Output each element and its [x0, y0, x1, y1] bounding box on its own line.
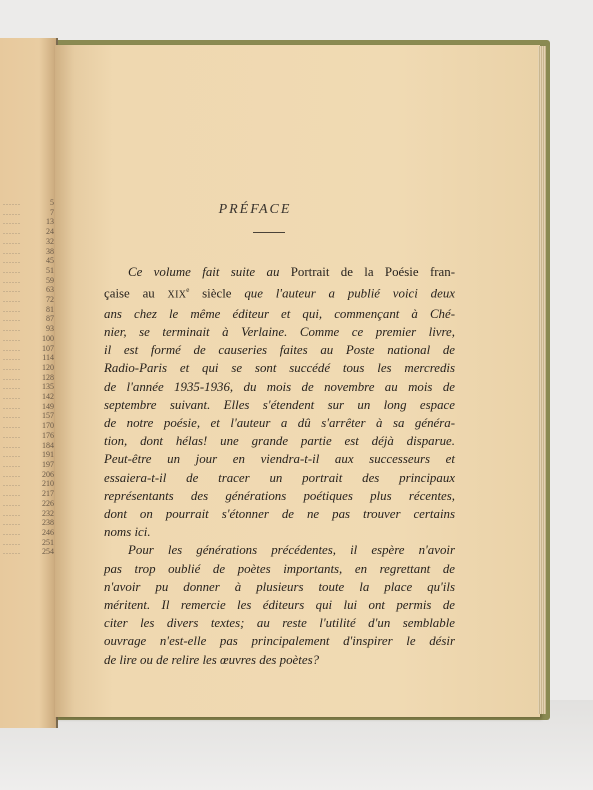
text-line [104, 281, 455, 305]
toc-page-number: 59 [46, 275, 54, 285]
toc-row [0, 353, 56, 363]
toc-leader-dots: ...... [3, 401, 21, 411]
text-segment: citer les divers textes; au reste l'utilité d'un semblable [104, 616, 455, 631]
toc-leader-dots: ...... [3, 198, 21, 207]
toc-row [0, 392, 56, 402]
toc-leader-dots: ...... [3, 275, 21, 285]
text-line [104, 541, 455, 559]
toc-page-number: 246 [42, 527, 54, 537]
toc-leader-dots: ...... [3, 324, 21, 334]
toc-leader-dots: ...... [3, 382, 21, 392]
text-line [104, 632, 455, 650]
toc-leader-dots: ...... [3, 450, 21, 460]
toc-page-number: 114 [42, 353, 54, 363]
text-segment: Peut-être un jour en viendra-t-il aux successeurs et [104, 452, 455, 467]
toc-page-number: 32 [46, 236, 54, 246]
toc-page-number: 81 [46, 304, 54, 314]
text-line [104, 560, 455, 578]
toc-page-number: 149 [42, 401, 54, 411]
page-title: PRÉFACE [218, 202, 292, 217]
text-segment: Portrait de la Poésie fran- [279, 265, 455, 279]
text-segment: Ce volume fait suite [128, 265, 267, 279]
text-segment: dont on pourrait s'étonner de ne pas trouver certains [104, 506, 455, 521]
toc-row [0, 373, 56, 383]
text-segment: ouvrage n'est-elle pas principalement d'inspirer le désir [104, 634, 455, 649]
toc-row [0, 295, 56, 305]
toc-row [0, 441, 56, 451]
text-segment: de l'année 1935-1936, du mois de novembre au mois de [104, 379, 455, 394]
toc-page-number: 226 [42, 498, 54, 508]
toc-page-number: 197 [42, 459, 54, 469]
toc-row [0, 431, 56, 441]
text-segment: de notre poésie, et l'auteur a dû s'arrêter à sa généra- [104, 415, 455, 430]
toc-row [0, 344, 56, 354]
toc-row [0, 518, 56, 528]
toc-leader-dots: ...... [3, 411, 21, 421]
toc-row [0, 247, 56, 257]
toc-page-number: 210 [42, 479, 54, 489]
toc-leader-dots: ...... [3, 489, 21, 499]
toc-row [0, 334, 56, 344]
text-line [104, 263, 455, 281]
toc-row [0, 489, 56, 499]
toc-leader-dots: ...... [3, 421, 21, 431]
toc-leader-dots: ...... [3, 314, 21, 324]
text-line [104, 505, 455, 523]
toc-row [0, 421, 56, 431]
toc-leader-dots: ...... [3, 285, 21, 295]
toc-page-number: 24 [46, 227, 54, 237]
text-segment: il est formé de causeries faites au Poste national de [104, 343, 455, 358]
toc-page-number: 254 [42, 547, 54, 557]
toc-page-number: 87 [46, 314, 54, 324]
toc-row [0, 256, 56, 266]
toc-leader-dots: ...... [3, 372, 21, 382]
toc-leader-dots: ...... [3, 392, 21, 402]
toc-page-numbers [0, 198, 56, 557]
toc-page-number: 107 [42, 343, 54, 353]
text-line [104, 341, 455, 359]
text-segment: Pour les générations précédentes, il espère n'avoir [128, 543, 455, 558]
toc-leader-dots: ...... [3, 207, 21, 217]
title-rule [253, 232, 285, 233]
toc-leader-dots: ...... [3, 343, 21, 353]
toc-page-number: 184 [42, 440, 54, 450]
toc-leader-dots: ...... [3, 256, 21, 266]
text-line [104, 487, 455, 505]
text-segment: nier, se terminait à Verlaine. Comme ce premier livre, [104, 324, 455, 339]
toc-leader-dots: ...... [3, 362, 21, 372]
toc-leader-dots: ...... [3, 518, 21, 528]
toc-leader-dots: ...... [3, 265, 21, 275]
toc-row [0, 538, 56, 548]
toc-leader-dots: ...... [3, 527, 21, 537]
text-line [104, 578, 455, 596]
toc-page-number: 142 [42, 392, 54, 402]
text-segment: représentants des générations poétiques plus récentes, [104, 488, 455, 503]
text-segment: au [266, 265, 280, 279]
text-segment: que l'auteur a publié voici deux [244, 286, 455, 301]
text-segment: essaiera-t-il de tracer un portrait des principaux [104, 470, 455, 485]
toc-page-number: 157 [42, 411, 54, 421]
toc-page-number: 38 [46, 246, 54, 256]
toc-row [0, 237, 56, 247]
text-line [104, 523, 455, 541]
text-line [104, 305, 455, 323]
toc-leader-dots: ...... [3, 304, 21, 314]
text-segment: méritent. Il remercie les éditeurs qui lui ont permis de [104, 597, 455, 612]
toc-page-number: 5 [50, 198, 54, 207]
text-line [104, 323, 455, 341]
toc-page-number: 251 [42, 537, 54, 547]
text-segment: çaise au [104, 286, 168, 301]
text-line [104, 614, 455, 632]
toc-page-number: 170 [42, 421, 54, 431]
toc-page-number: 238 [42, 518, 54, 528]
text-segment: septembre suivant. Elles s'étendent sur un long espace [104, 397, 455, 412]
toc-leader-dots: ...... [3, 430, 21, 440]
toc-row [0, 305, 56, 315]
toc-page-number: 135 [42, 382, 54, 392]
text-line [104, 378, 455, 396]
toc-leader-dots: ...... [3, 236, 21, 246]
toc-page-number: 45 [46, 256, 54, 266]
toc-row [0, 266, 56, 276]
text-line [104, 396, 455, 414]
toc-page-number: 176 [42, 430, 54, 440]
toc-leader-dots: ...... [3, 353, 21, 363]
toc-row [0, 324, 56, 334]
toc-page-number: 206 [42, 469, 54, 479]
toc-row [0, 217, 56, 227]
text-line [104, 414, 455, 432]
toc-row [0, 314, 56, 324]
toc-row [0, 450, 56, 460]
text-segment: noms ici. [104, 525, 151, 540]
text-segment: Radio-Paris et qui se sont succédé tous les mercredis [104, 361, 455, 376]
toc-leader-dots: ...... [3, 479, 21, 489]
toc-row [0, 198, 56, 208]
toc-leader-dots: ...... [3, 498, 21, 508]
toc-page-number: 120 [42, 362, 54, 372]
text-segment: n'avoir pu donner à plusieurs toute la place qu'ils [104, 579, 455, 594]
toc-row [0, 499, 56, 509]
toc-leader-dots: ...... [3, 227, 21, 237]
toc-leader-dots: ...... [3, 217, 21, 227]
toc-row [0, 363, 56, 373]
toc-page-number: 51 [46, 265, 54, 275]
toc-leader-dots: ...... [3, 246, 21, 256]
text-line [104, 651, 455, 669]
toc-leader-dots: ...... [3, 537, 21, 547]
toc-leader-dots: ...... [3, 508, 21, 518]
toc-leader-dots: ...... [3, 295, 21, 305]
toc-page-number: 93 [46, 324, 54, 334]
toc-page-number: 217 [42, 489, 54, 499]
text-line [104, 359, 455, 377]
toc-leader-dots: ...... [3, 547, 21, 557]
left-page [0, 38, 58, 728]
toc-page-number: 7 [50, 207, 54, 217]
toc-row [0, 285, 56, 295]
toc-row [0, 227, 56, 237]
toc-page-number: 232 [42, 508, 54, 518]
toc-row [0, 208, 56, 218]
text-segment: e [186, 286, 190, 295]
page-edges [538, 46, 546, 714]
toc-leader-dots: ...... [3, 333, 21, 343]
toc-page-number: 100 [42, 333, 54, 343]
text-line [104, 450, 455, 468]
text-segment: ans chez le même éditeur et qui, commençant à Ché- [104, 306, 455, 321]
toc-leader-dots: ...... [3, 469, 21, 479]
preface-text [104, 263, 455, 669]
text-line [104, 432, 455, 450]
toc-row [0, 411, 56, 421]
toc-row [0, 402, 56, 412]
toc-row [0, 470, 56, 480]
toc-leader-dots: ...... [3, 440, 21, 450]
toc-page-number: 13 [46, 217, 54, 227]
text-line [104, 469, 455, 487]
text-line [104, 596, 455, 614]
toc-row [0, 460, 56, 470]
toc-row [0, 509, 56, 519]
toc-page-number: 72 [46, 295, 54, 305]
toc-row [0, 479, 56, 489]
toc-row [0, 382, 56, 392]
text-segment: tion, dont hélas! une grande partie est déjà disparue. [104, 434, 455, 449]
text-segment: siècle [189, 286, 245, 301]
toc-page-number: 191 [42, 450, 54, 460]
text-segment: de lire ou de relire les œuvres des poètes? [104, 652, 320, 667]
toc-row [0, 276, 56, 286]
toc-page-number: 128 [42, 372, 54, 382]
text-segment: XIX [167, 289, 187, 301]
toc-row [0, 547, 56, 557]
toc-row [0, 528, 56, 538]
toc-page-number: 63 [46, 285, 54, 295]
toc-leader-dots: ...... [3, 459, 21, 469]
text-segment: pas trop oublié de poètes importants, en regrettant de [104, 561, 455, 576]
